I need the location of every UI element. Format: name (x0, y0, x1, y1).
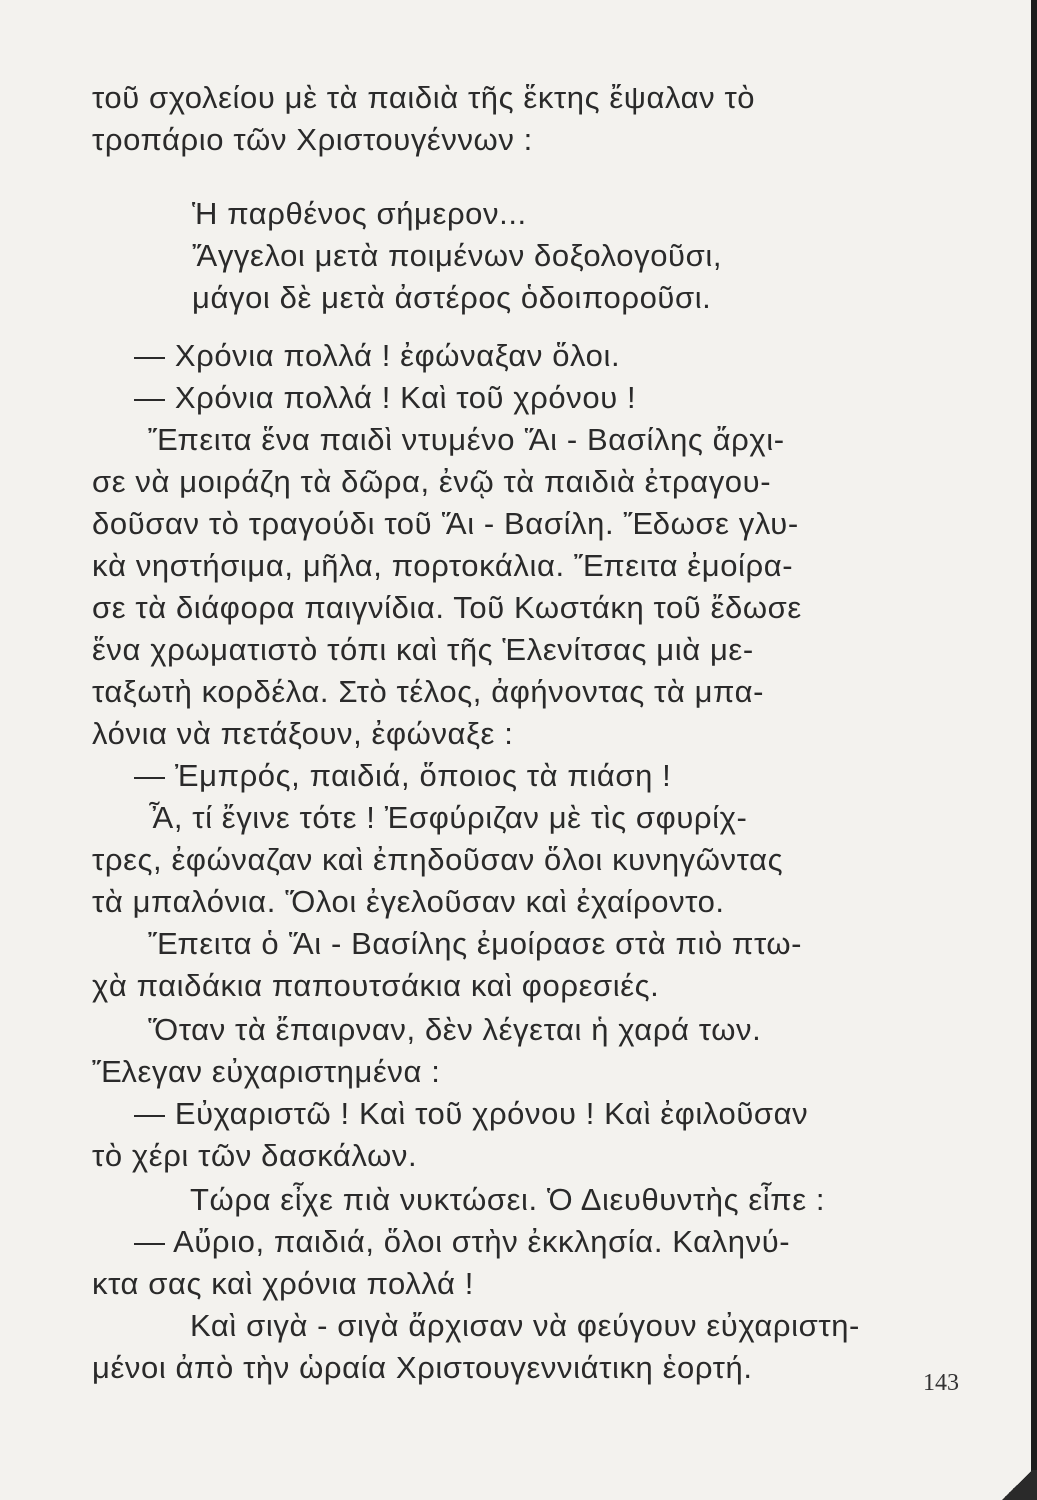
text-line: Καὶ σιγὰ - σιγὰ ἄρχισαν νὰ φεύγουν εὐχαριστη- (190, 1308, 860, 1343)
page-edge-shadow (1031, 0, 1037, 1500)
text-line: τὰ μπαλόνια. Ὅλοι ἐγελοῦσαν καὶ ἐχαίροντο. (92, 884, 725, 919)
text-line: Ἆ, τί ἔγινε τότε ! Ἐσφύριζαν μὲ τὶς σφυρίχ- (148, 800, 748, 835)
dialogue-line: — Αὔριο, παιδιά, ὅλοι στὴν ἐκκλησία. Καληνύ- (134, 1224, 791, 1259)
verse-line: Ἄγγελοι μετὰ ποιμένων δοξολογοῦσι, (192, 238, 723, 273)
text-line: λόνια νὰ πετάξουν, ἐφώναξε : (92, 716, 514, 751)
text-line: Ὅταν τὰ ἔπαιρναν, δὲν λέγεται ἡ χαρά των. (148, 1012, 762, 1047)
text-line: σε νὰ μοιράζη τὰ δῶρα, ἐνῷ τὰ παιδιὰ ἐτραγου- (92, 464, 772, 499)
text-line: ἕνα χρωματιστὸ τόπι καὶ τῆς Ἑλενίτσας μιὰ με- (92, 632, 754, 667)
text-line: χὰ παιδάκια παπουτσάκια καὶ φορεσιές. (92, 968, 660, 1003)
text-line: ταξωτὴ κορδέλα. Στὸ τέλος, ἀφήνοντας τὰ μπα- (92, 674, 765, 709)
text-line: μένοι ἀπὸ τὴν ὡραία Χριστουγεννιάτικη ἑορτή. (92, 1350, 753, 1385)
text-line: τὸ χέρι τῶν δασκάλων. (92, 1138, 418, 1173)
text-line: σε τὰ διάφορα παιγνίδια. Τοῦ Κωστάκη τοῦ ἔδωσε (92, 590, 802, 625)
page-corner-shadow (997, 1470, 1037, 1500)
text-line: Ἔπειτα ἕνα παιδὶ ντυμένο Ἅι - Βασίλης ἄρχι- (148, 422, 785, 457)
text-line: Ἔλεγαν εὐχαριστημένα : (92, 1054, 441, 1089)
text-line: Ἔπειτα ὁ Ἅι - Βασίλης ἐμοίρασε στὰ πιὸ πτω- (148, 926, 803, 961)
text-line: κτα σας καὶ χρόνια πολλά ! (92, 1266, 474, 1301)
text-line: τροπάριο τῶν Χριστουγέννων : (92, 122, 533, 157)
dialogue-line: — Χρόνια πολλά ! ἐφώναξαν ὅλοι. (134, 338, 621, 373)
text-line: δοῦσαν τὸ τραγούδι τοῦ Ἅι - Βασίλη. Ἔδωσε γλυ- (92, 506, 799, 541)
text-line: Τώρα εἶχε πιὰ νυκτώσει. Ὁ Διευθυντὴς εἶπε : (190, 1182, 826, 1217)
text-line: τρες, ἐφώναζαν καὶ ἐπηδοῦσαν ὅλοι κυνηγῶντας (92, 842, 784, 877)
text-line: τοῦ σχολείου μὲ τὰ παιδιὰ τῆς ἕκτης ἔψαλαν τὸ (92, 80, 756, 115)
dialogue-line: — Χρόνια πολλά ! Καὶ τοῦ χρόνου ! (134, 380, 637, 415)
dialogue-line: — Ἐμπρός, παιδιά, ὅποιος τὰ πιάση ! (134, 758, 672, 793)
verse-line: Ἡ παρθένος σήμερον... (192, 196, 527, 231)
verse-line: μάγοι δὲ μετὰ ἀστέρος ὁδοιποροῦσι. (192, 280, 712, 315)
text-line: κὰ νηστήσιμα, μῆλα, πορτοκάλια. Ἔπειτα ἐμοίρα- (92, 548, 794, 583)
page-number: 143 (923, 1370, 959, 1396)
dialogue-line: — Εὐχαριστῶ ! Καὶ τοῦ χρόνου ! Καὶ ἐφιλοῦσαν (134, 1096, 809, 1131)
